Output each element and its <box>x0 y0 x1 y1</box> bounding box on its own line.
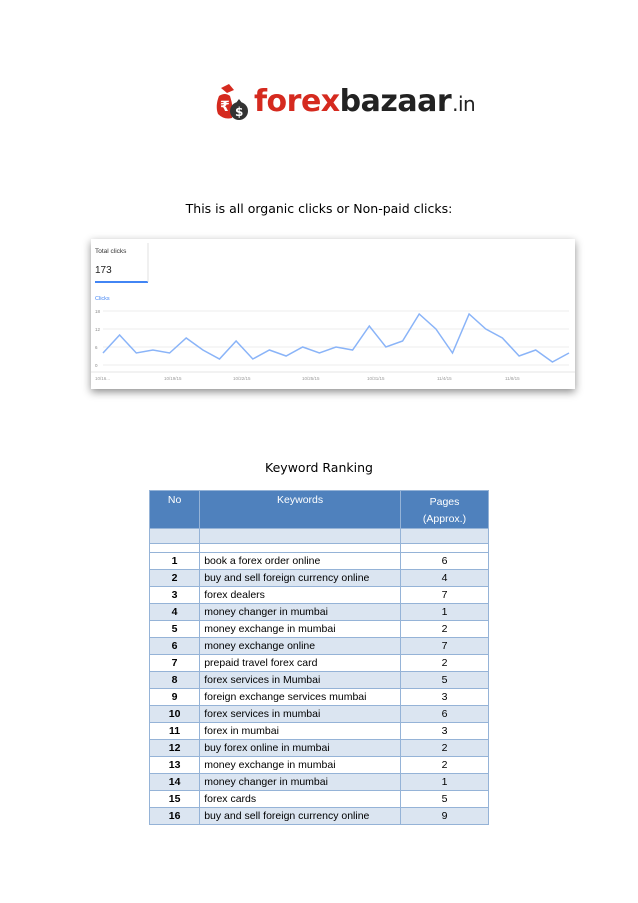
table-row <box>150 757 489 774</box>
cell-keyword: foreign exchange services mumbai <box>200 689 401 706</box>
cell-pages: 3 <box>401 723 489 740</box>
clicks-chart <box>91 239 575 389</box>
table-row <box>150 621 489 638</box>
x-tick-label: 10/19/15 <box>164 376 182 381</box>
x-tick-label: 10/16... <box>95 376 111 381</box>
table-row <box>150 808 489 825</box>
cell-pages: 5 <box>401 791 489 808</box>
cell-keyword: forex services in Mumbai <box>200 672 401 689</box>
series-label: Clicks <box>95 296 110 302</box>
logo-wordmark <box>254 84 476 119</box>
svg-text:₹: ₹ <box>220 99 230 115</box>
spacer-row <box>150 544 489 553</box>
cell-keyword: buy and sell foreign currency online <box>200 808 401 825</box>
y-tick-label: 18 <box>95 309 101 314</box>
cell-keyword: forex in mumbai <box>200 723 401 740</box>
y-tick-label: 6 <box>95 345 98 350</box>
cell-no: 8 <box>150 672 200 689</box>
table-row <box>150 655 489 672</box>
cell-no: 9 <box>150 689 200 706</box>
cell-pages: 1 <box>401 774 489 791</box>
cell-keyword: forex services in mumbai <box>200 706 401 723</box>
x-tick-label: 11/4/15 <box>437 376 452 381</box>
cell-keyword: buy forex online in mumbai <box>200 740 401 757</box>
header-pages <box>401 491 489 529</box>
table-row <box>150 706 489 723</box>
keyword-ranking-table <box>149 490 489 825</box>
header-pages-line2: (Approx.) <box>422 513 467 525</box>
y-tick-label: 12 <box>95 327 101 332</box>
cell-no: 1 <box>150 553 200 570</box>
organic-clicks-caption: This is all organic clicks or Non-paid clicks: <box>185 201 453 216</box>
x-tick-label: 11/8/15 <box>505 376 520 381</box>
table-row <box>150 740 489 757</box>
clicks-series-line <box>103 314 569 362</box>
chart-title: Total clicks <box>95 248 127 255</box>
cell-no: 7 <box>150 655 200 672</box>
table-row <box>150 689 489 706</box>
cell-no: 14 <box>150 774 200 791</box>
cell-keyword: money exchange in mumbai <box>200 621 401 638</box>
x-tick-label: 10/22/15 <box>233 376 251 381</box>
cell-no: 12 <box>150 740 200 757</box>
forexbazaar-logo <box>212 82 475 122</box>
x-tick-label: 10/31/15 <box>367 376 385 381</box>
cell-no: 3 <box>150 587 200 604</box>
money-bag-icon <box>212 82 252 122</box>
cell-pages: 6 <box>401 553 489 570</box>
table-row <box>150 604 489 621</box>
cell-pages: 6 <box>401 706 489 723</box>
cell-pages: 2 <box>401 757 489 774</box>
table-row <box>150 587 489 604</box>
cell-pages: 7 <box>401 638 489 655</box>
cell-no: 2 <box>150 570 200 587</box>
cell-keyword: book a forex order online <box>200 553 401 570</box>
header-pages-line1: Pages <box>429 496 460 508</box>
cell-pages: 5 <box>401 672 489 689</box>
table-row <box>150 672 489 689</box>
cell-no: 15 <box>150 791 200 808</box>
cell-no: 4 <box>150 604 200 621</box>
cell-keyword: forex cards <box>200 791 401 808</box>
table-row <box>150 723 489 740</box>
cell-keyword: money changer in mumbai <box>200 604 401 621</box>
subheader-row <box>150 529 489 544</box>
cell-no: 16 <box>150 808 200 825</box>
cell-keyword: buy and sell foreign currency online <box>200 570 401 587</box>
chart-xticks <box>91 372 575 381</box>
cell-no: 13 <box>150 757 200 774</box>
table-row <box>150 553 489 570</box>
cell-keyword: money exchange in mumbai <box>200 757 401 774</box>
cell-pages: 9 <box>401 808 489 825</box>
table-row <box>150 774 489 791</box>
x-tick-label: 10/25/15 <box>302 376 320 381</box>
logo-tld: .in <box>452 92 476 116</box>
cell-no: 6 <box>150 638 200 655</box>
cell-pages: 2 <box>401 740 489 757</box>
cell-keyword: money changer in mumbai <box>200 774 401 791</box>
table-header-row <box>150 491 489 529</box>
table-row <box>150 570 489 587</box>
logo-bazaar: bazaar <box>339 84 452 119</box>
cell-no: 10 <box>150 706 200 723</box>
chart-grid <box>95 309 569 368</box>
cell-keyword: money exchange online <box>200 638 401 655</box>
table-row <box>150 638 489 655</box>
y-tick-label: 0 <box>95 363 98 368</box>
header-no: No <box>150 491 200 529</box>
clicks-chart-panel <box>91 239 575 389</box>
cell-no: 11 <box>150 723 200 740</box>
cell-pages: 3 <box>401 689 489 706</box>
cell-pages: 1 <box>401 604 489 621</box>
cell-no: 5 <box>150 621 200 638</box>
logo-forex: forex <box>254 84 340 119</box>
cell-pages: 2 <box>401 621 489 638</box>
svg-text:$: $ <box>235 105 244 119</box>
header-keywords: Keywords <box>200 491 401 529</box>
chart-total: 173 <box>95 265 112 276</box>
cell-pages: 4 <box>401 570 489 587</box>
cell-pages: 7 <box>401 587 489 604</box>
table-row <box>150 791 489 808</box>
cell-pages: 2 <box>401 655 489 672</box>
cell-keyword: prepaid travel forex card <box>200 655 401 672</box>
cell-keyword: forex dealers <box>200 587 401 604</box>
keyword-ranking-title: Keyword Ranking <box>265 460 373 475</box>
